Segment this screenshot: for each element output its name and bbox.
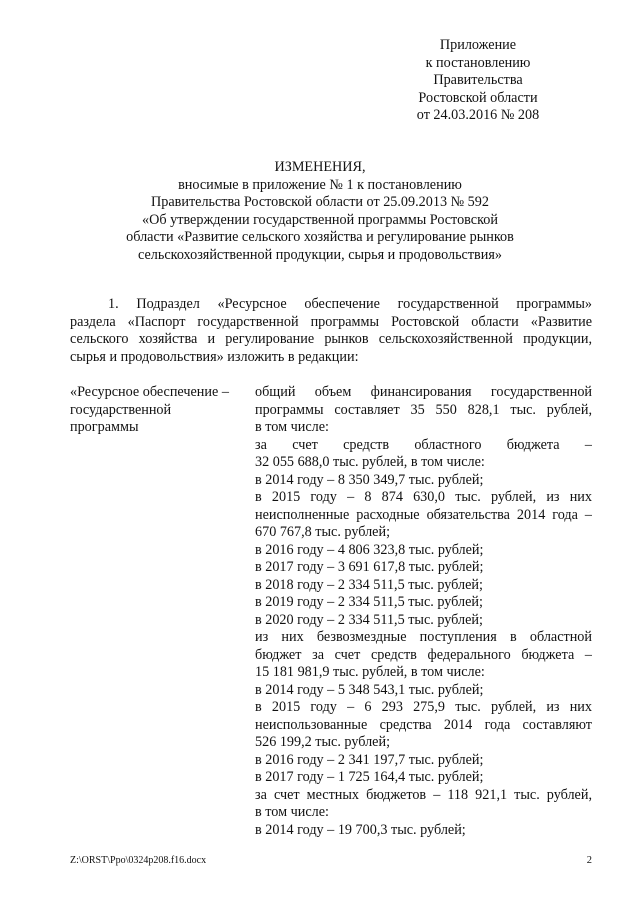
value-line: 526 199,2 тыс. рублей; [255, 734, 391, 750]
appendix-line: Приложение [439, 37, 517, 53]
value-line: в 2019 году – 2 334 511,5 тыс. рублей; [255, 594, 483, 610]
resource-label-column [70, 384, 250, 437]
value-line: в 2015 году – 8 874 630,0 тыс. рублей, из них [255, 489, 592, 505]
footer-file-path: Z:\ORST\Ppo\0324p208.f16.docx [70, 855, 207, 866]
appendix-line: к постановлению [425, 54, 531, 71]
footer-page-number: 2 [586, 855, 592, 866]
value-line: в 2018 году – 2 334 511,5 тыс. рублей; [255, 576, 483, 593]
value-line: в 2016 году – 2 341 197,7 тыс. рублей; [255, 751, 484, 768]
value-line: в 2017 году – 3 691 617,8 тыс. рублей; [255, 559, 484, 575]
value-line: в 2020 году – 2 334 511,5 тыс. рублей; [255, 611, 483, 628]
resource-value-column [255, 384, 592, 839]
appendix-line: Ростовской области [418, 89, 538, 106]
value-line: в 2014 году – 5 348 543,1 тыс. рублей; [255, 681, 484, 698]
body-paragraph [70, 296, 592, 366]
value-line: в 2014 году – 19 700,3 тыс. рублей; [255, 821, 466, 838]
value-line: 15 181 981,9 тыс. рублей, в том числе: [255, 664, 485, 680]
value-line: за счет средств областного бюджета – [255, 436, 592, 453]
label-line: программы [70, 419, 139, 435]
paragraph-line: сырья и продовольствия» изложить в редакции: [70, 348, 359, 365]
title-line: вносимые в приложение № 1 к постановлению [178, 176, 462, 193]
title-line: «Об утверждении государственной программы Ростовской [142, 211, 498, 228]
value-line: в том числе: [255, 804, 329, 820]
document-title [60, 159, 580, 265]
paragraph-line: 1. Подраздел «Ресурсное обеспечение государственной программы» [108, 296, 592, 312]
appendix-header [378, 37, 578, 125]
value-line: неисполненные расходные обязательства 2014 года – [255, 506, 592, 523]
value-line: в 2014 году – 8 350 349,7 тыс. рублей; [255, 471, 484, 488]
value-line: программы составляет 35 550 828,1 тыс. рублей, [255, 401, 592, 418]
value-line: в том числе: [255, 419, 329, 435]
title-line: сельскохозяйственной продукции, сырья и продовольствия» [138, 246, 502, 263]
title-line: области «Развитие сельского хозяйства и регулирование рынков [126, 229, 514, 246]
appendix-line: от 24.03.2016 № 208 [416, 107, 540, 124]
appendix-line: Правительства [433, 72, 523, 89]
value-line: в 2015 году – 6 293 275,9 тыс. рублей, из них [255, 699, 592, 715]
value-line: неиспользованные средства 2014 года составляют [255, 716, 592, 733]
value-line: за счет местных бюджетов – 118 921,1 тыс. рублей, [255, 786, 592, 803]
title-line: Правительства Ростовской области от 25.09.2013 № 592 [151, 194, 489, 211]
value-line: бюджет за счет средств федерального бюджета – [255, 646, 592, 663]
value-line: из них безвозмездные поступления в областной [255, 629, 592, 645]
title-heading: ИЗМЕНЕНИЯ, [274, 159, 366, 175]
paragraph-line: сельского хозяйства и регулирование рынков сельскохозяйственной продукции, [70, 331, 592, 347]
value-line: в 2017 году – 1 725 164,4 тыс. рублей; [255, 769, 484, 785]
label-line: «Ресурсное обеспечение – [70, 384, 229, 400]
value-line: 670 767,8 тыс. рублей; [255, 524, 391, 540]
value-line: в 2016 году – 4 806 323,8 тыс. рублей; [255, 541, 484, 558]
label-line: государственной [70, 401, 172, 418]
paragraph-line: раздела «Паспорт государственной программы Ростовской области «Развитие [70, 313, 592, 330]
value-line: 32 055 688,0 тыс. рублей, в том числе: [255, 454, 485, 470]
value-line: общий объем финансирования государственной [255, 384, 592, 400]
